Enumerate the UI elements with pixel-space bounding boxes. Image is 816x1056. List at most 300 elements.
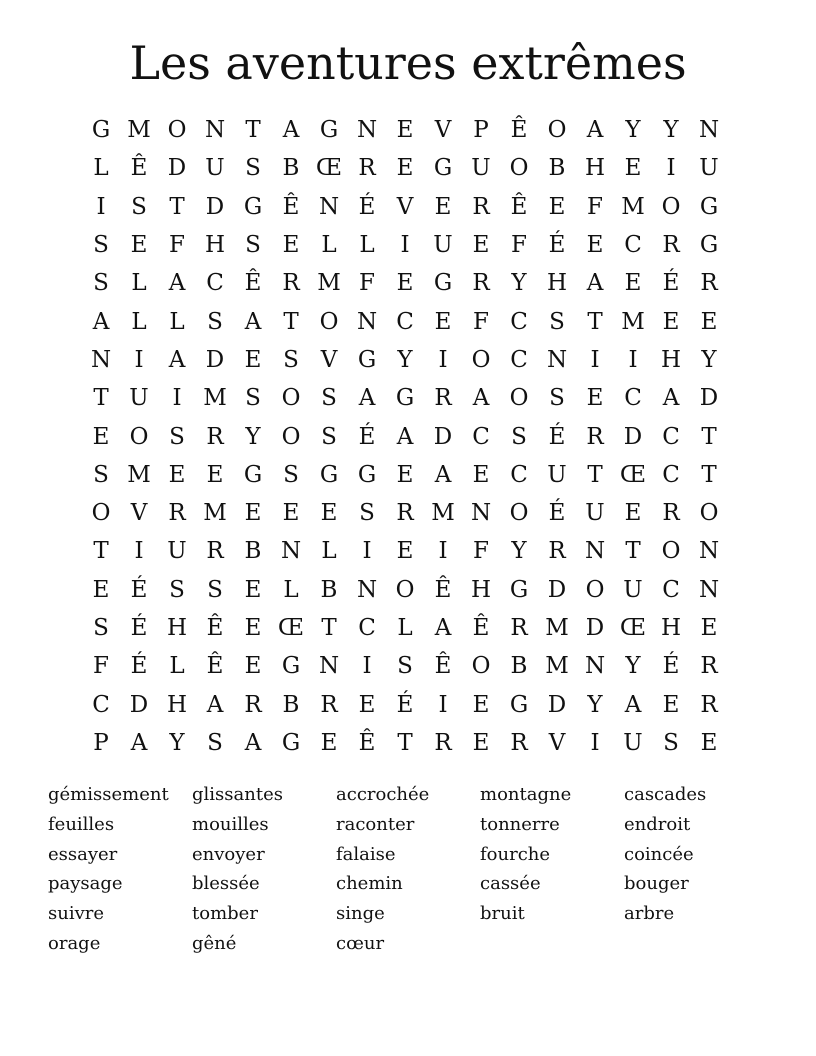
grid-letter: O bbox=[509, 500, 529, 527]
grid-letter: M bbox=[545, 615, 569, 641]
word-list-column bbox=[48, 780, 192, 959]
grid-letter: E bbox=[92, 423, 110, 450]
word-list-item: cœur bbox=[336, 932, 385, 954]
grid-letter: R bbox=[700, 653, 718, 680]
grid-letter: T bbox=[283, 308, 299, 335]
grid-letter: V bbox=[320, 346, 338, 373]
word-list-item: envoyer bbox=[192, 843, 265, 865]
grid-letter: R bbox=[434, 729, 452, 756]
grid-letter: Ê bbox=[282, 193, 300, 220]
grid-letter: L bbox=[131, 270, 147, 297]
grid-letter: T bbox=[587, 308, 603, 335]
grid-letter: G bbox=[281, 729, 301, 756]
grid-letter: R bbox=[510, 615, 528, 641]
grid-letter: R bbox=[472, 270, 490, 297]
grid-row bbox=[82, 379, 728, 417]
grid-letter: I bbox=[666, 155, 676, 182]
grid-letter: A bbox=[586, 270, 604, 297]
word-list-item: paysage bbox=[48, 873, 123, 895]
grid-letter: F bbox=[473, 538, 489, 565]
grid-letter: R bbox=[168, 500, 186, 527]
grid-letter: S bbox=[207, 308, 223, 335]
grid-letter: S bbox=[93, 615, 109, 641]
grid-letter: I bbox=[400, 232, 410, 259]
grid-letter: H bbox=[660, 615, 682, 641]
word-list-column bbox=[480, 780, 624, 959]
grid-letter: N bbox=[318, 193, 340, 220]
grid-letter: E bbox=[396, 461, 414, 488]
grid-letter: G bbox=[357, 461, 377, 488]
grid-letter: I bbox=[134, 538, 144, 565]
grid-letter: E bbox=[358, 691, 376, 718]
grid-letter: D bbox=[433, 423, 453, 450]
grid-row bbox=[82, 417, 728, 455]
grid-letter: Y bbox=[587, 691, 603, 718]
grid-row bbox=[82, 149, 728, 187]
grid-letter: S bbox=[321, 423, 337, 450]
word-list-column bbox=[624, 780, 768, 959]
grid-letter: R bbox=[548, 538, 566, 565]
grid-letter: R bbox=[586, 423, 604, 450]
grid-letter: E bbox=[320, 729, 338, 756]
grid-letter: É bbox=[130, 615, 148, 641]
grid-letter: H bbox=[546, 270, 568, 297]
grid-letter: E bbox=[624, 155, 642, 182]
grid-letter: S bbox=[93, 270, 109, 297]
grid-letter: E bbox=[662, 308, 680, 335]
grid-letter: Ê bbox=[472, 615, 490, 641]
grid-letter: I bbox=[438, 346, 448, 373]
grid-letter: Ê bbox=[510, 117, 528, 144]
grid-letter: E bbox=[700, 308, 718, 335]
grid-letter: E bbox=[662, 691, 680, 718]
page-title: Les aventures extrêmes bbox=[129, 36, 687, 90]
grid-row bbox=[82, 341, 728, 379]
grid-letter: H bbox=[204, 232, 226, 259]
grid-letter: S bbox=[93, 232, 109, 259]
grid-letter: O bbox=[509, 385, 529, 412]
grid-letter: A bbox=[130, 729, 148, 756]
grid-letter: A bbox=[206, 691, 224, 718]
grid-letter: É bbox=[548, 423, 566, 450]
grid-letter: B bbox=[282, 155, 300, 182]
grid-letter: C bbox=[358, 615, 376, 641]
grid-letter: S bbox=[245, 385, 261, 412]
grid-letter: Ê bbox=[434, 653, 452, 680]
word-list-column bbox=[192, 780, 336, 959]
grid-letter: D bbox=[699, 385, 719, 412]
grid-letter: E bbox=[396, 538, 414, 565]
grid-letter: N bbox=[318, 653, 340, 680]
grid-letter: S bbox=[283, 346, 299, 373]
grid-letter: S bbox=[511, 423, 527, 450]
word-list-item: tonnerre bbox=[480, 813, 560, 835]
grid-letter: A bbox=[434, 461, 452, 488]
grid-letter: C bbox=[472, 423, 490, 450]
grid-letter: E bbox=[244, 653, 262, 680]
word-list-item: blessée bbox=[192, 873, 260, 895]
grid-letter: L bbox=[321, 538, 337, 565]
grid-letter: A bbox=[282, 117, 300, 144]
grid-letter: R bbox=[206, 538, 224, 565]
word-list-item: cassée bbox=[480, 873, 541, 895]
grid-letter: E bbox=[586, 385, 604, 412]
grid-letter: N bbox=[584, 653, 606, 680]
grid-letter: S bbox=[93, 461, 109, 488]
grid-letter: E bbox=[282, 232, 300, 259]
grid-letter: G bbox=[91, 117, 111, 144]
grid-letter: L bbox=[359, 232, 375, 259]
grid-letter: A bbox=[358, 385, 376, 412]
grid-letter: H bbox=[166, 615, 188, 641]
grid-row bbox=[82, 302, 728, 340]
grid-letter: F bbox=[511, 232, 527, 259]
word-list-item: gémissement bbox=[48, 784, 169, 805]
word-list-item: endroit bbox=[624, 813, 691, 835]
grid-letter: U bbox=[623, 729, 643, 756]
grid-letter: R bbox=[662, 232, 680, 259]
grid-letter: O bbox=[471, 653, 491, 680]
grid-letter: E bbox=[244, 346, 262, 373]
grid-letter: I bbox=[362, 538, 372, 565]
grid-letter: I bbox=[438, 691, 448, 718]
word-list-item: singe bbox=[336, 903, 385, 925]
grid-letter: V bbox=[434, 117, 452, 144]
word-list-item: gêné bbox=[192, 932, 237, 954]
grid-letter: C bbox=[662, 461, 680, 488]
grid-letter: F bbox=[169, 232, 185, 259]
grid-letter: C bbox=[510, 346, 528, 373]
grid-letter: R bbox=[358, 155, 376, 182]
grid-letter: G bbox=[319, 117, 339, 144]
grid-letter: N bbox=[698, 538, 720, 565]
grid-letter: E bbox=[206, 461, 224, 488]
word-list bbox=[48, 780, 768, 959]
grid-letter: E bbox=[624, 500, 642, 527]
grid-letter: A bbox=[586, 117, 604, 144]
grid-letter: U bbox=[205, 155, 225, 182]
grid-letter: A bbox=[244, 729, 262, 756]
grid-letter: A bbox=[92, 308, 110, 335]
grid-letter: L bbox=[169, 653, 185, 680]
grid-letter: C bbox=[624, 232, 642, 259]
grid-letter: S bbox=[131, 193, 147, 220]
grid-letter: I bbox=[172, 385, 182, 412]
grid-letter: E bbox=[434, 308, 452, 335]
grid-letter: G bbox=[509, 691, 529, 718]
word-list-item: feuilles bbox=[48, 813, 115, 835]
grid-letter: Œ bbox=[277, 615, 305, 641]
grid-letter: A bbox=[472, 385, 490, 412]
grid-letter: R bbox=[320, 691, 338, 718]
grid-letter: O bbox=[699, 500, 719, 527]
grid-letter: L bbox=[321, 232, 337, 259]
grid-letter: C bbox=[624, 385, 642, 412]
word-list-item: coincée bbox=[624, 843, 694, 865]
grid-letter: Ê bbox=[206, 615, 224, 641]
grid-letter: B bbox=[244, 538, 262, 565]
grid-letter: F bbox=[587, 193, 603, 220]
grid-letter: T bbox=[93, 385, 109, 412]
word-list-item: cascades bbox=[624, 784, 707, 805]
grid-letter: C bbox=[662, 576, 680, 603]
grid-letter: F bbox=[93, 653, 109, 680]
grid-letter: Ê bbox=[510, 193, 528, 220]
grid-letter: L bbox=[397, 615, 413, 641]
grid-letter: R bbox=[700, 691, 718, 718]
word-list-item: montagne bbox=[480, 784, 572, 805]
grid-letter: É bbox=[358, 423, 376, 450]
grid-letter: C bbox=[206, 270, 224, 297]
grid-letter: B bbox=[282, 691, 300, 718]
grid-letter: I bbox=[134, 346, 144, 373]
grid-letter: S bbox=[359, 500, 375, 527]
grid-letter: M bbox=[203, 385, 227, 412]
grid-letter: O bbox=[395, 576, 415, 603]
grid-letter: F bbox=[473, 308, 489, 335]
grid-letter: I bbox=[628, 346, 638, 373]
grid-letter: N bbox=[584, 538, 606, 565]
grid-letter: A bbox=[396, 423, 414, 450]
grid-letter: V bbox=[130, 500, 148, 527]
grid-letter: S bbox=[169, 423, 185, 450]
grid-letter: S bbox=[663, 729, 679, 756]
grid-letter: G bbox=[243, 193, 263, 220]
grid-letter: E bbox=[548, 193, 566, 220]
word-list-column bbox=[336, 780, 480, 959]
grid-letter: U bbox=[585, 500, 605, 527]
grid-letter: O bbox=[281, 423, 301, 450]
grid-letter: D bbox=[167, 155, 187, 182]
grid-letter: T bbox=[397, 729, 413, 756]
grid-letter: B bbox=[510, 653, 528, 680]
grid-letter: D bbox=[547, 691, 567, 718]
grid-letter: U bbox=[547, 461, 567, 488]
grid-letter: G bbox=[281, 653, 301, 680]
grid-letter: S bbox=[283, 461, 299, 488]
grid-letter: U bbox=[471, 155, 491, 182]
grid-letter: R bbox=[282, 270, 300, 297]
grid-letter: N bbox=[698, 576, 720, 603]
word-list-item: essayer bbox=[48, 843, 118, 865]
grid-letter: R bbox=[396, 500, 414, 527]
grid-letter: D bbox=[585, 615, 605, 641]
grid-letter: R bbox=[510, 729, 528, 756]
grid-letter: L bbox=[283, 576, 299, 603]
grid-letter: E bbox=[700, 615, 718, 641]
grid-letter: S bbox=[549, 385, 565, 412]
grid-letter: S bbox=[245, 155, 261, 182]
grid-row bbox=[82, 647, 728, 685]
grid-letter: Y bbox=[397, 346, 413, 373]
grid-letter: G bbox=[699, 232, 719, 259]
grid-row bbox=[82, 724, 728, 762]
grid-letter: R bbox=[206, 423, 224, 450]
grid-letter: E bbox=[320, 500, 338, 527]
grid-letter: E bbox=[472, 232, 490, 259]
grid-letter: U bbox=[129, 385, 149, 412]
grid-letter: G bbox=[433, 155, 453, 182]
grid-letter: R bbox=[244, 691, 262, 718]
grid-letter: G bbox=[319, 461, 339, 488]
grid-letter: D bbox=[205, 193, 225, 220]
grid-row bbox=[82, 111, 728, 149]
grid-letter: B bbox=[320, 576, 338, 603]
grid-letter: U bbox=[167, 538, 187, 565]
word-list-item: raconter bbox=[336, 813, 415, 835]
grid-letter: D bbox=[623, 423, 643, 450]
grid-letter: E bbox=[472, 461, 490, 488]
grid-letter: M bbox=[317, 270, 341, 297]
grid-letter: V bbox=[548, 729, 566, 756]
grid-letter: I bbox=[590, 346, 600, 373]
grid-letter: T bbox=[587, 461, 603, 488]
grid-letter: O bbox=[585, 576, 605, 603]
grid-letter: E bbox=[586, 232, 604, 259]
grid-letter: Y bbox=[625, 653, 641, 680]
grid-letter: E bbox=[92, 576, 110, 603]
grid-row bbox=[82, 188, 728, 226]
grid-letter: M bbox=[127, 461, 151, 488]
grid-letter: C bbox=[92, 691, 110, 718]
grid-letter: C bbox=[510, 461, 528, 488]
grid-letter: Y bbox=[701, 346, 717, 373]
word-list-item: bouger bbox=[624, 873, 689, 895]
grid-letter: F bbox=[359, 270, 375, 297]
grid-letter: M bbox=[127, 117, 151, 144]
grid-letter: L bbox=[131, 308, 147, 335]
grid-letter: G bbox=[357, 346, 377, 373]
grid-letter: N bbox=[470, 500, 492, 527]
grid-letter: S bbox=[397, 653, 413, 680]
grid-letter: O bbox=[471, 346, 491, 373]
grid-letter: Y bbox=[663, 117, 679, 144]
grid-letter: N bbox=[356, 576, 378, 603]
grid-letter: U bbox=[623, 576, 643, 603]
grid-letter: I bbox=[96, 193, 106, 220]
grid-letter: U bbox=[433, 232, 453, 259]
grid-letter: Œ bbox=[315, 155, 343, 182]
grid-row bbox=[82, 226, 728, 264]
grid-letter: T bbox=[169, 193, 185, 220]
grid-letter: Y bbox=[245, 423, 261, 450]
grid-row bbox=[82, 532, 728, 570]
grid-letter: E bbox=[472, 729, 490, 756]
grid-letter: O bbox=[319, 308, 339, 335]
grid-letter: E bbox=[244, 576, 262, 603]
grid-letter: E bbox=[700, 729, 718, 756]
grid-letter: B bbox=[548, 155, 566, 182]
grid-letter: N bbox=[356, 117, 378, 144]
grid-letter: E bbox=[472, 691, 490, 718]
grid-letter: O bbox=[167, 117, 187, 144]
grid-letter: G bbox=[395, 385, 415, 412]
grid-letter: Y bbox=[169, 729, 185, 756]
grid-letter: O bbox=[661, 538, 681, 565]
grid-letter: E bbox=[396, 117, 414, 144]
grid-letter: É bbox=[358, 193, 376, 220]
grid-letter: E bbox=[130, 232, 148, 259]
grid-letter: G bbox=[699, 193, 719, 220]
grid-letter: H bbox=[166, 691, 188, 718]
grid-letter: S bbox=[169, 576, 185, 603]
grid-letter: É bbox=[548, 232, 566, 259]
grid-letter: N bbox=[280, 538, 302, 565]
grid-row bbox=[82, 609, 728, 647]
grid-letter: Ê bbox=[358, 729, 376, 756]
grid-row bbox=[82, 494, 728, 532]
grid-letter: E bbox=[244, 615, 262, 641]
grid-letter: O bbox=[509, 155, 529, 182]
word-search-grid bbox=[82, 111, 728, 762]
grid-letter: M bbox=[621, 193, 645, 220]
grid-letter: L bbox=[169, 308, 185, 335]
word-list-item: glissantes bbox=[192, 784, 283, 805]
grid-letter: E bbox=[282, 500, 300, 527]
grid-letter: N bbox=[90, 346, 112, 373]
grid-letter: Y bbox=[625, 117, 641, 144]
grid-letter: S bbox=[321, 385, 337, 412]
grid-letter: N bbox=[356, 308, 378, 335]
grid-letter: H bbox=[584, 155, 606, 182]
word-list-item: orage bbox=[48, 932, 101, 954]
grid-letter: P bbox=[93, 729, 109, 756]
grid-letter: M bbox=[621, 308, 645, 335]
grid-letter: A bbox=[434, 615, 452, 641]
grid-row bbox=[82, 264, 728, 302]
grid-letter: O bbox=[661, 193, 681, 220]
grid-letter: C bbox=[662, 423, 680, 450]
grid-letter: R bbox=[662, 500, 680, 527]
grid-letter: H bbox=[660, 346, 682, 373]
grid-letter: I bbox=[438, 538, 448, 565]
grid-letter: S bbox=[207, 576, 223, 603]
grid-letter: M bbox=[431, 500, 455, 527]
grid-letter: H bbox=[470, 576, 492, 603]
grid-letter: R bbox=[700, 270, 718, 297]
grid-letter: D bbox=[129, 691, 149, 718]
grid-letter: M bbox=[545, 653, 569, 680]
grid-letter: S bbox=[207, 729, 223, 756]
grid-letter: D bbox=[205, 346, 225, 373]
grid-letter: P bbox=[473, 117, 489, 144]
grid-letter: Y bbox=[511, 270, 527, 297]
grid-letter: O bbox=[91, 500, 111, 527]
grid-letter: G bbox=[433, 270, 453, 297]
grid-letter: M bbox=[203, 500, 227, 527]
grid-letter: R bbox=[472, 193, 490, 220]
grid-letter: V bbox=[396, 193, 414, 220]
grid-letter: E bbox=[396, 155, 414, 182]
grid-letter: A bbox=[244, 308, 262, 335]
grid-letter: D bbox=[547, 576, 567, 603]
grid-letter: E bbox=[434, 193, 452, 220]
word-list-item: accrochée bbox=[336, 784, 430, 805]
grid-letter: T bbox=[321, 615, 337, 641]
grid-letter: S bbox=[549, 308, 565, 335]
grid-letter: É bbox=[548, 500, 566, 527]
grid-letter: E bbox=[244, 500, 262, 527]
grid-letter: É bbox=[662, 653, 680, 680]
grid-letter: I bbox=[362, 653, 372, 680]
grid-letter: N bbox=[546, 346, 568, 373]
grid-letter: T bbox=[701, 461, 717, 488]
grid-letter: N bbox=[698, 117, 720, 144]
grid-letter: A bbox=[168, 270, 186, 297]
grid-row bbox=[82, 571, 728, 609]
grid-letter: É bbox=[396, 691, 414, 718]
grid-row bbox=[82, 685, 728, 723]
